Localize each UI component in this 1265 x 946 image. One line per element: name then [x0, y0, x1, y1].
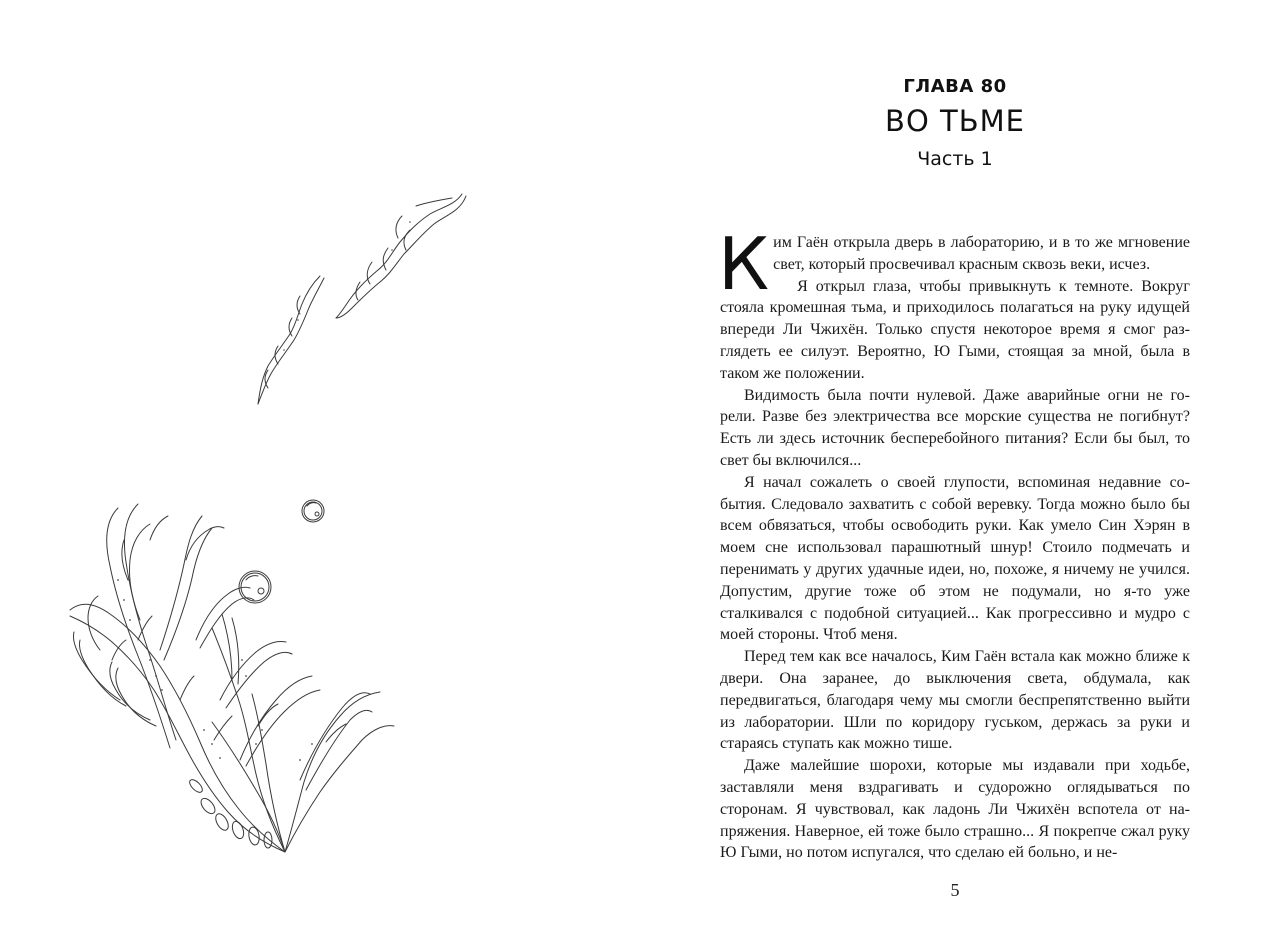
left-page: [0, 0, 632, 946]
chapter-number: ГЛАВА 80: [903, 76, 1007, 97]
paragraph: Даже малейшие шорохи, которые мы издавали при ходьбе, заставляли меня вздрагивать и судорожно оглядываться по сторонам. Я чувствовал, как ладонь Ли Чжихён вспотела от напряжения. Наверное, ей тоже было страшно... Я покрепче сжал руку Ю Гыми, но потом испугался, что сделаю ей больно, и не-: [720, 757, 1190, 862]
chapter-part: Часть 1: [917, 148, 993, 170]
chapter-title: ВО ТЬМЕ: [885, 104, 1025, 138]
body-text: [718, 222, 1190, 864]
paragraph: Перед тем как все началось, Ким Гаён встала как можно ближе к двери. Она заранее, до выключения света, обдумала, как передвигаться, благодаря чему мы смогли беспрепятственно выйти из лаборатории. Шли по коридору гуськом, держась за руки и стараясь ступать как можно тише.: [720, 648, 1190, 753]
drop-cap: К: [718, 222, 770, 306]
drifting-strand-upper: [336, 194, 466, 318]
paragraph-text: им Гаён открыла дверь в лабораторию, и в то же мгновение свет, который просвечивал красным сквозь веки, исчез.: [773, 234, 1190, 273]
seaweed-texture-dots: [117, 221, 411, 761]
paragraph: [718, 222, 1190, 306]
bubble-small: [302, 500, 324, 522]
paragraph: Я начал сожалеть о своей глупости, вспоминая недавние события. Следовало захватить с собой веревку. Тогда можно было бы всем обвязаться, чтобы освободить руки. Как умело Син Хэрян в моем сне использовал парашютный шнур! Стоило подмечать и перенимать у других удачные идеи, но, похоже, я ничему не учился. Допустим, другие тоже об этом не подумали, но я-то уже сталкивался с подобной ситуацией... Как прогрессивно и мудро с моей стороны. Чтоб меня.: [720, 473, 1190, 644]
seaweed-cluster: [70, 504, 394, 852]
paragraph: Я открыл глаза, чтобы привыкнуть к темноте. Вокруг стояла кромешная тьма, и приходилось полагаться на руку идущей впереди Ли Чжихён. Только спустя некоторое время я смог разглядеть ее силуэт. Вероятно, Ю Гыми, стоящая за мной, была в таком же положении.: [720, 277, 1190, 382]
page-number: 5: [950, 880, 960, 900]
drifting-strand-lower: [258, 276, 324, 404]
paragraph: Видимость была почти нулевой. Даже аварийные огни не горели. Разве без электричества все морские существа не погибнут? Есть ли здесь источник бесперебойного питания? Если бы был, то свет бы включился...: [720, 386, 1190, 469]
seaweed-illustration: [0, 0, 632, 946]
